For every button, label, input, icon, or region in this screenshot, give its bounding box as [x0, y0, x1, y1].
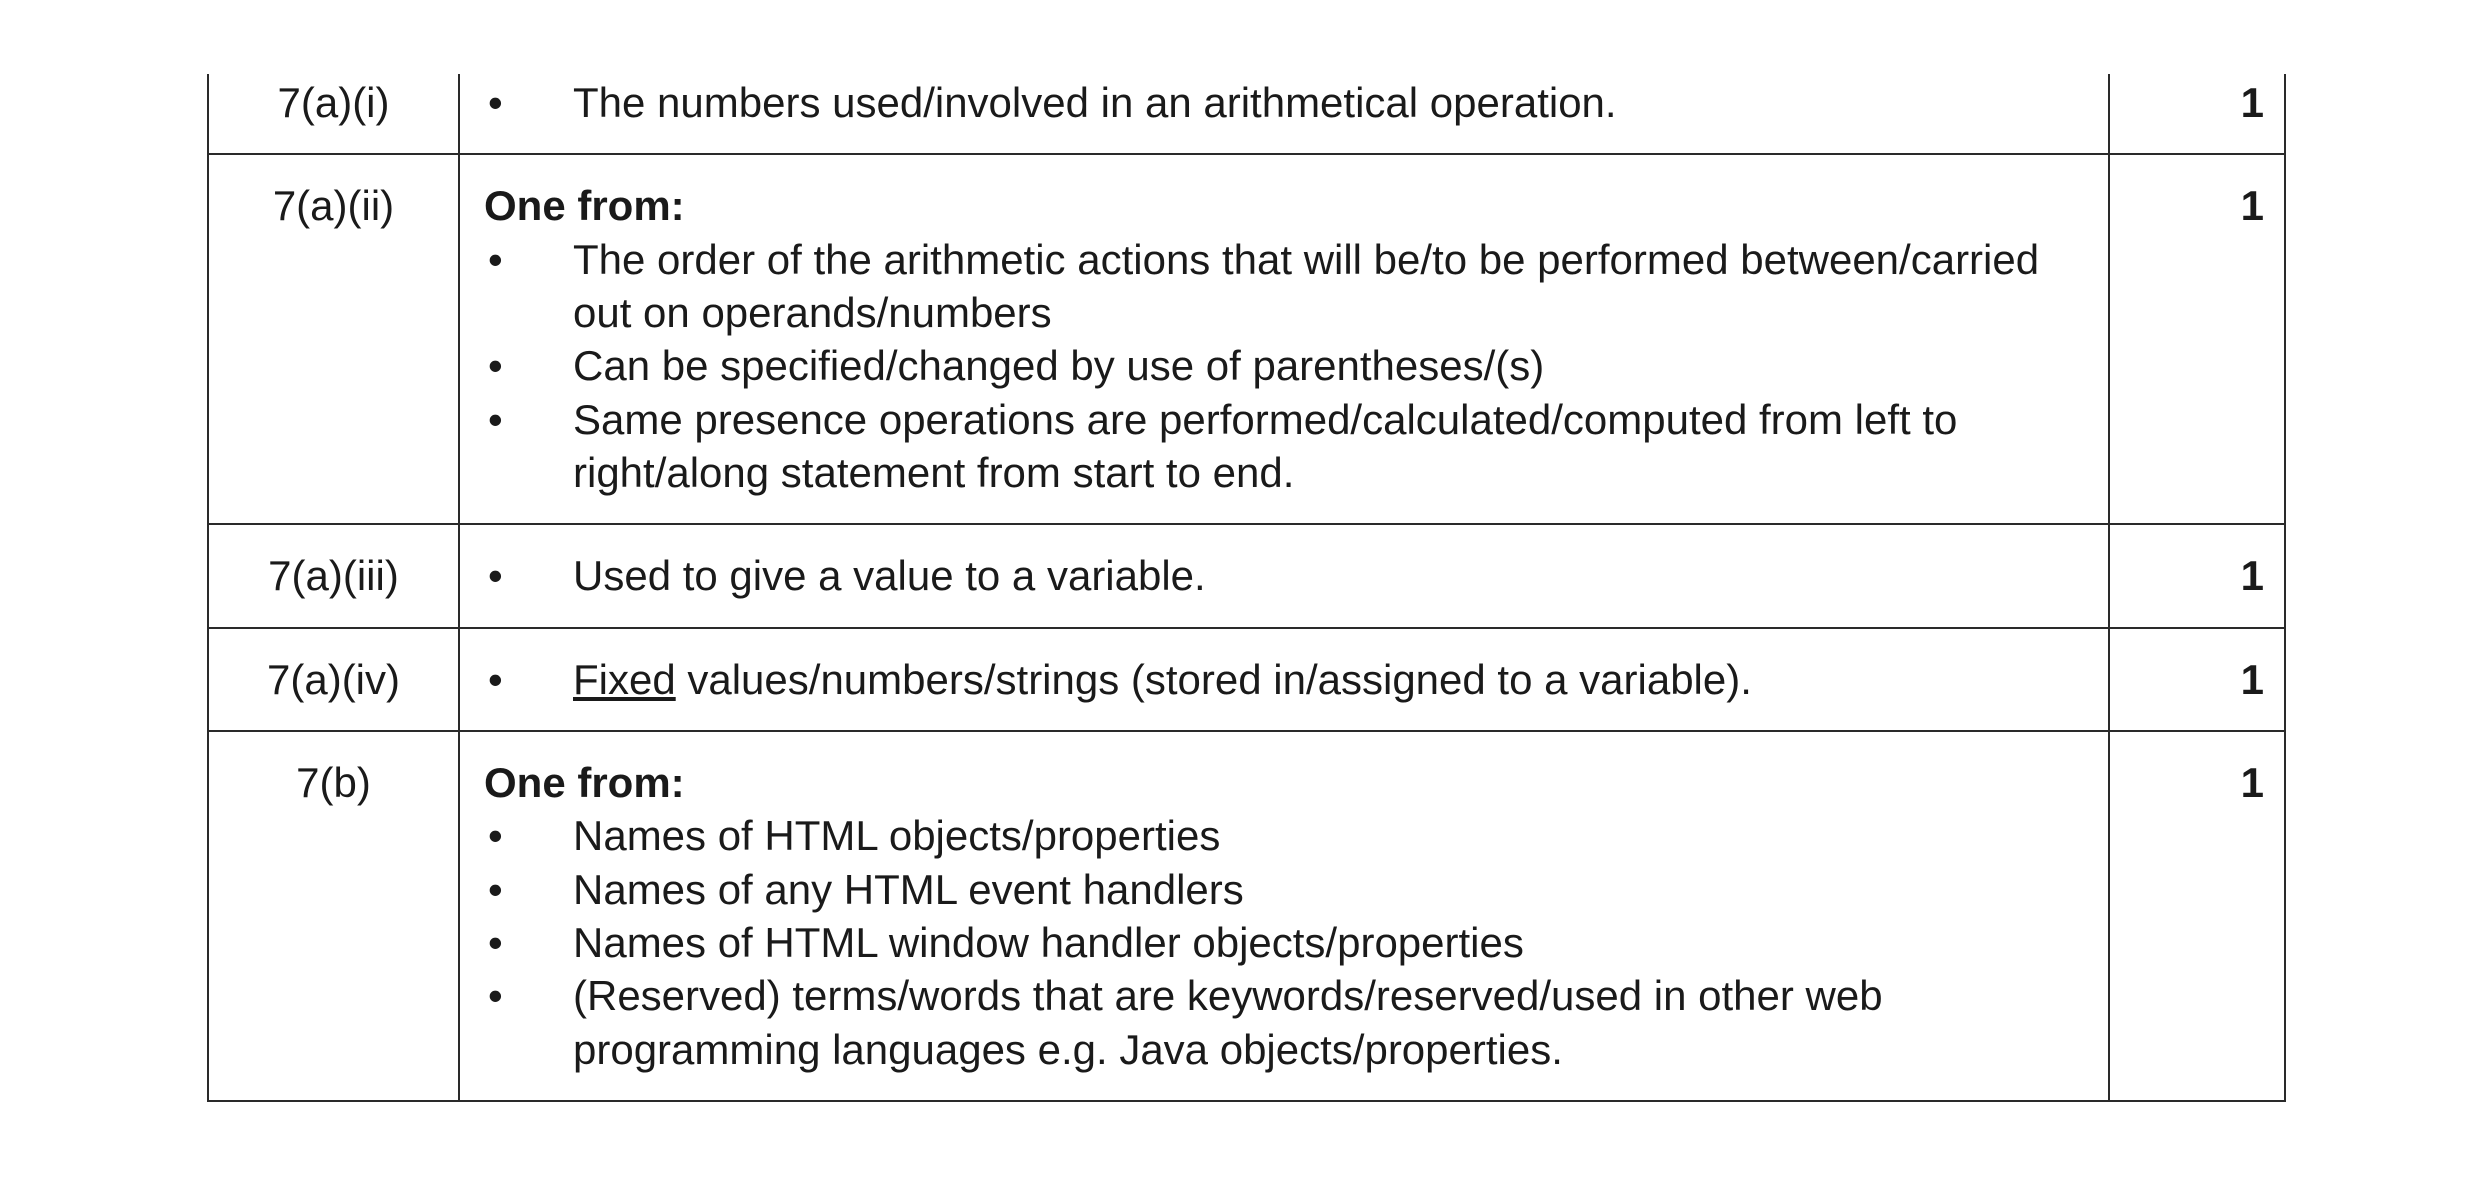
list-item — [484, 76, 2068, 129]
mark-scheme-table — [207, 74, 2286, 1102]
answer-list — [484, 549, 2068, 602]
answer-list — [484, 653, 2068, 706]
answer-cell — [459, 731, 2109, 1101]
answer-text: The numbers used/involved in an arithmetical operation. — [573, 79, 1617, 126]
answer-text: Names of HTML objects/properties — [573, 812, 1221, 860]
bullet-icon: • — [488, 812, 503, 860]
bullet-icon: • — [488, 79, 503, 126]
answer-text: Used to give a value to a variable. — [573, 552, 1206, 600]
question-number: 7(a)(ii) — [208, 154, 459, 524]
mark-value: 1 — [2109, 154, 2285, 524]
answer-text: Names of HTML window handler objects/properties — [573, 918, 1524, 966]
answer-cell — [459, 524, 2109, 627]
table-row — [208, 731, 2285, 1101]
list-item — [484, 809, 2068, 862]
question-number: 7(b) — [208, 731, 459, 1101]
mark-value: 1 — [2109, 731, 2285, 1101]
bullet-icon: • — [488, 972, 503, 1020]
bullet-icon: • — [488, 655, 503, 703]
bullet-icon: • — [488, 552, 503, 600]
bullet-icon: • — [488, 918, 503, 966]
mark-value: 1 — [2109, 628, 2285, 731]
answer-cell — [459, 154, 2109, 524]
answer-list — [484, 76, 2068, 129]
answer-list — [484, 233, 2068, 500]
bullet-icon: • — [488, 342, 503, 390]
list-item — [484, 916, 2068, 969]
question-number: 7(a)(i) — [208, 74, 459, 154]
list-item — [484, 653, 2068, 706]
list-item — [484, 969, 2068, 1076]
underlined-word: Fixed — [573, 655, 676, 703]
question-number: 7(a)(iii) — [208, 524, 459, 627]
answer-cell — [459, 74, 2109, 154]
answer-text: Can be specified/changed by use of parentheses/(s) — [573, 342, 1545, 390]
list-item — [484, 339, 2068, 392]
answer-cell — [459, 628, 2109, 731]
answer-text: Same presence operations are performed/calculated/computed from left to right/along statement from start to end. — [573, 395, 1958, 496]
answer-text: Names of any HTML event handlers — [573, 865, 1244, 913]
bullet-icon: • — [488, 865, 503, 913]
list-item — [484, 549, 2068, 602]
table-row — [208, 154, 2285, 524]
list-item — [484, 393, 2068, 500]
mark-value: 1 — [2109, 524, 2285, 627]
answer-text: The order of the arithmetic actions that will be/to be performed between/carried out on operands/numbers — [573, 235, 2040, 336]
answer-heading: One from: — [484, 182, 685, 230]
answer-heading: One from: — [484, 758, 685, 806]
list-item — [484, 863, 2068, 916]
answer-text: values/numbers/strings (stored in/assigned to a variable). — [675, 655, 1752, 703]
bullet-icon: • — [488, 395, 503, 443]
table-row — [208, 74, 2285, 154]
question-number: 7(a)(iv) — [208, 628, 459, 731]
answer-list — [484, 809, 2068, 1076]
bullet-icon: • — [488, 235, 503, 283]
table-row — [208, 524, 2285, 627]
list-item — [484, 233, 2068, 340]
table-row — [208, 628, 2285, 731]
mark-value: 1 — [2109, 74, 2285, 154]
answer-text: (Reserved) terms/words that are keywords/reserved/used in other web programming languages e.g. Java objects/properties. — [573, 972, 1883, 1073]
